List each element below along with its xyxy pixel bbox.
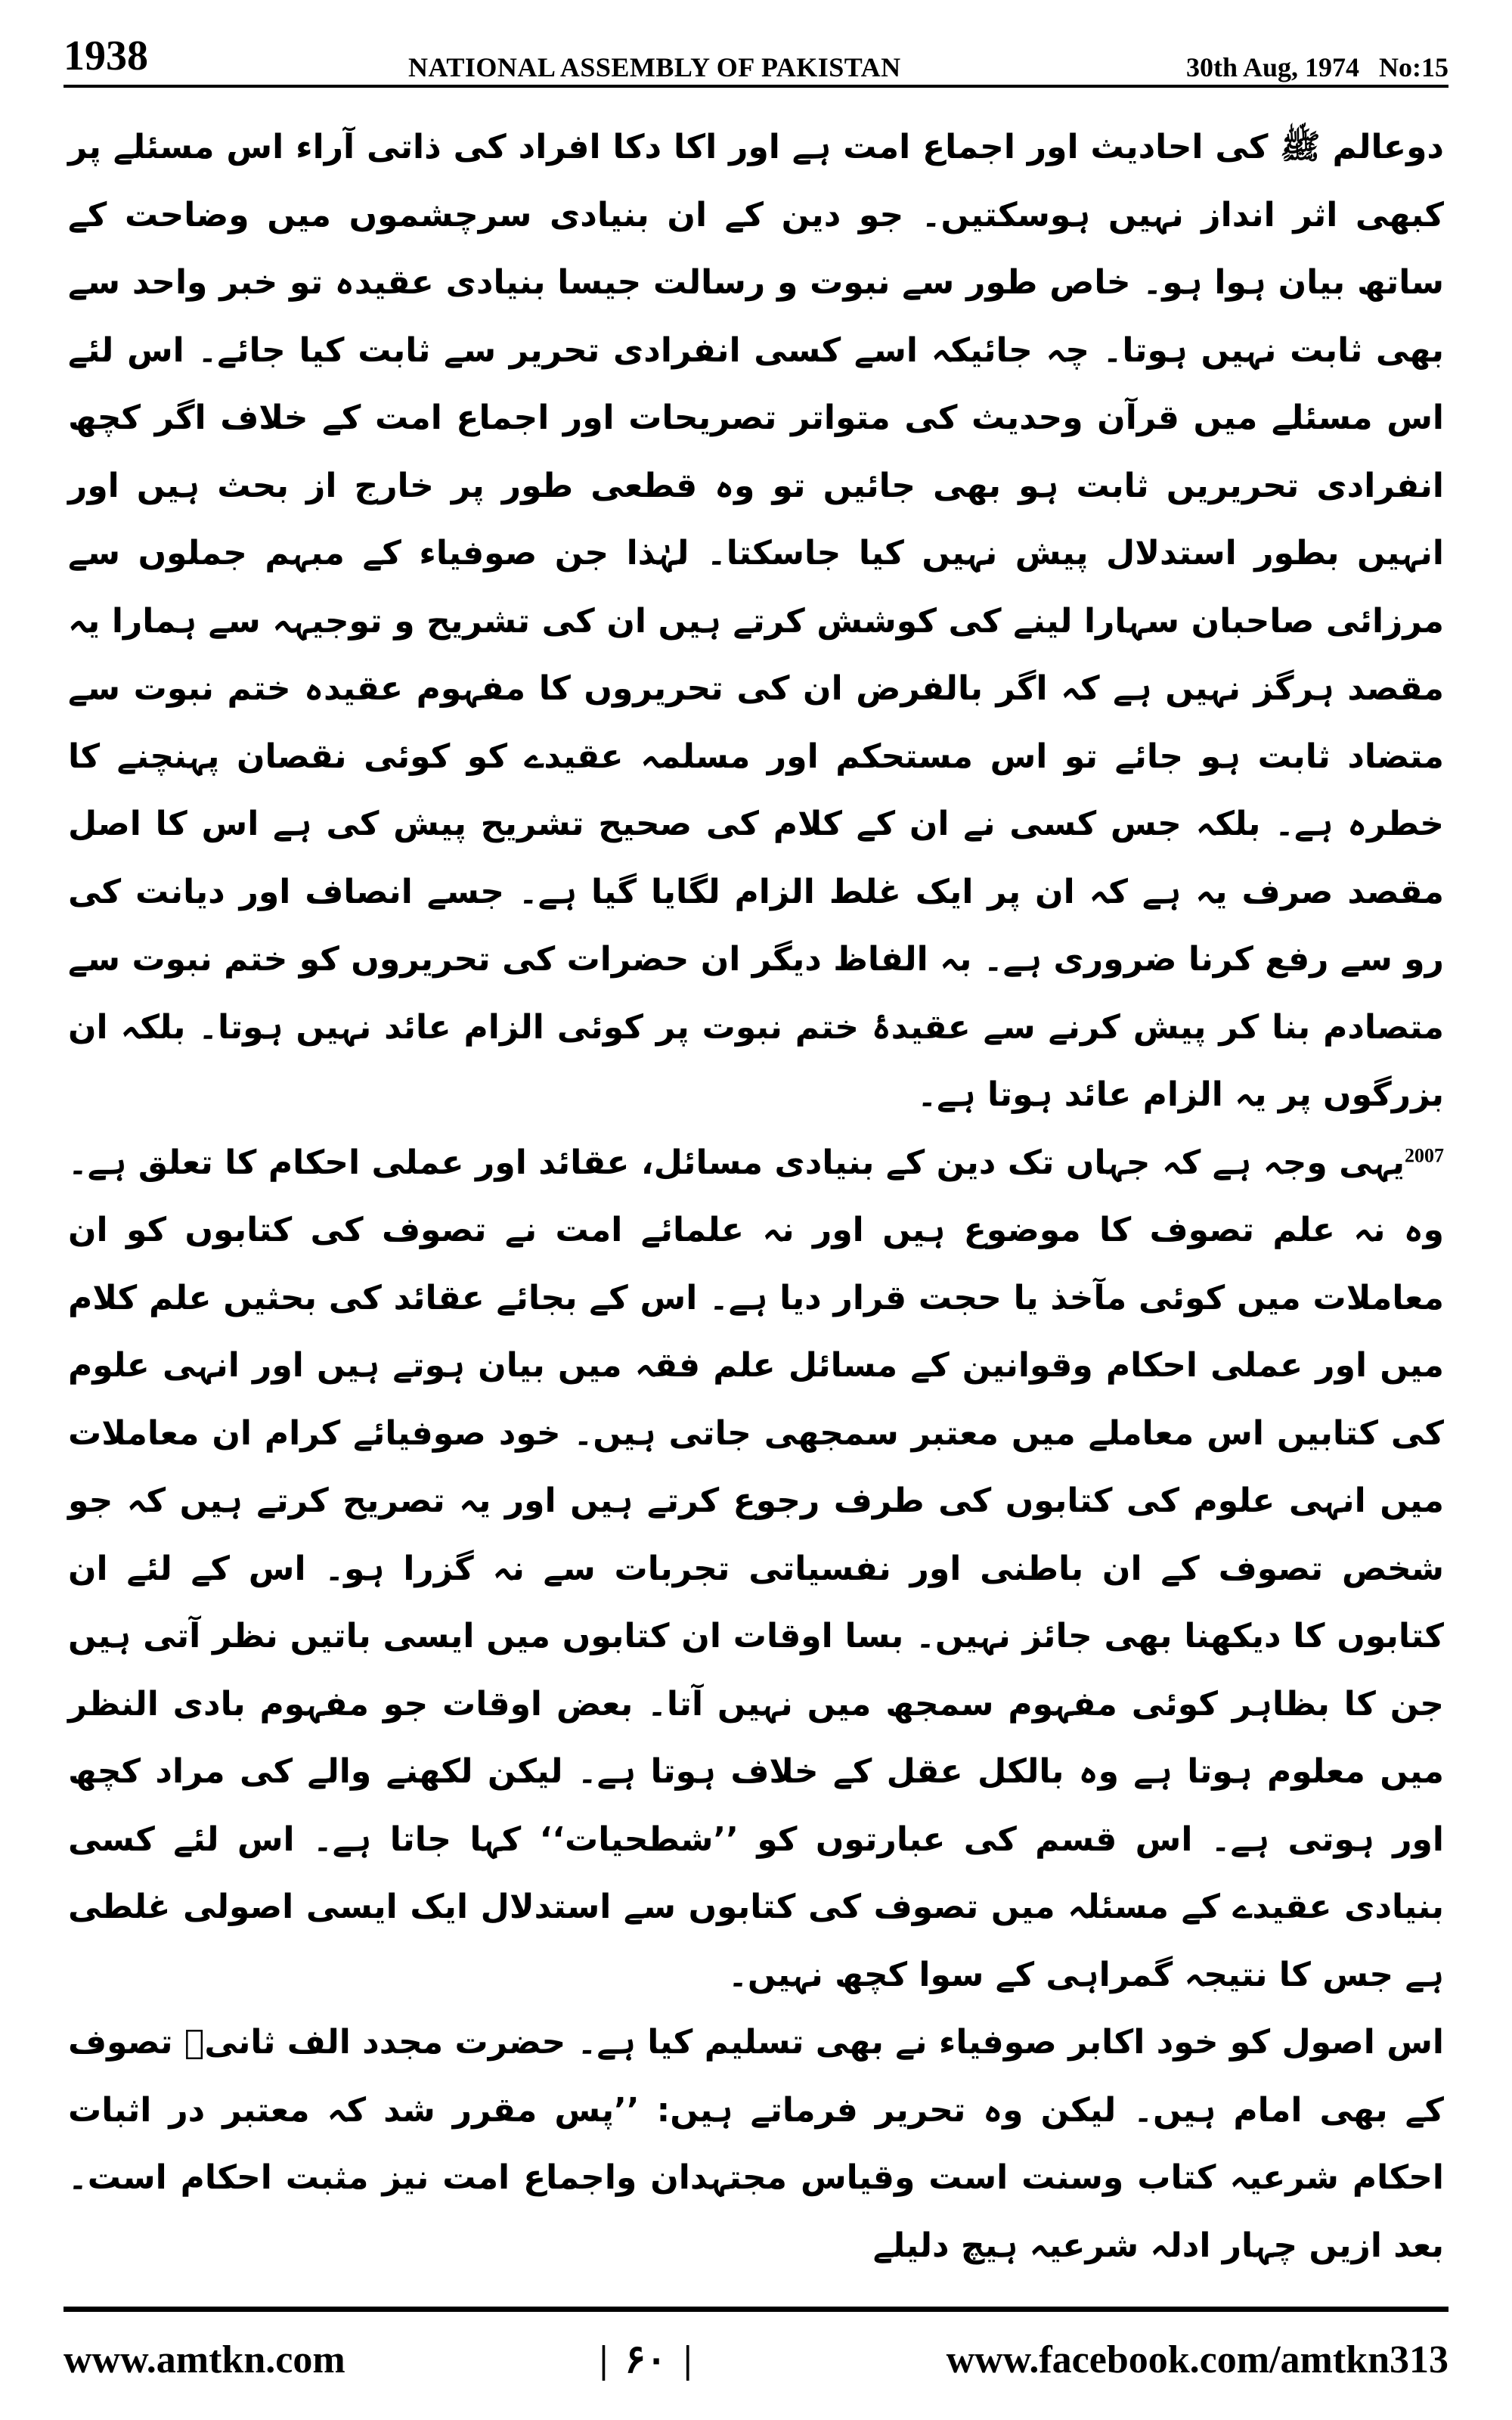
footnote-reference: 2007 [1405,1143,1444,1166]
publication-title: NATIONAL ASSEMBLY OF PAKISTAN [408,52,901,82]
paragraph-2 [68,1129,1444,2009]
document-body [68,113,1444,2279]
issue-number: No:15 [1379,52,1448,82]
page-header [64,30,1448,83]
paragraph-3: اس اصول کو خود اکابر صوفیاء نے بھی تسلیم کیا ہے۔ حضرت مجدد الف ثانیؒ تصوف کے بھی امام ہیں۔ لیکن وہ تحریر فرماتے ہیں: ’’پس مقرر شد کہ معتبر در اثبات احکام شرعیہ کتاب وسنت است وقیاس مجتہدان واجماع امت نیز مثبت احکام است۔ بعد ازیں چہار ادلہ شرعیہ ہیچ دلیلے [68,2023,1445,2265]
page-number: 1938 [64,33,148,79]
session-date: 30th Aug, 1974 [1185,52,1359,82]
paragraph-2-text: یہی وجہ ہے کہ جہاں تک دین کے بنیادی مسائل، عقائد اور عملی احکام کا تعلق ہے۔ وہ نہ علم تصوف کا موضوع ہیں اور نہ علمائے امت نے تصوف کی کتابوں کو ان معاملات میں کوئی مآخذ یا حجت قرار دیا ہے۔ اس کے بجائے عقائد کی بحثیں علم کلام میں اور عملی احکام وقوانین کے مسائل علم فقہ میں بیان ہوتے ہیں اور انہی علوم کی کتابیں اس معاملے میں معتبر سمجھی جاتی ہیں۔ خود صوفیائے کرام ان معاملات میں انہی علوم کی کتابوں کی طرف رجوع کرتے ہیں اور یہ تصریح کرتے ہیں کہ جو شخص تصوف کے ان باطنی اور نفسیاتی تجربات سے نہ گزرا ہو۔ اس کے لئے ان کتابوں کا دیکھنا بھی جائز نہیں۔ بسا اوقات ان کتابوں میں ایسی باتیں نظر آتی ہیں جن کا بظاہر کوئی مفہوم سمجھ میں نہیں آتا۔ بعض اوقات جو مفہوم بادی النظر میں معلوم ہوتا ہے وہ بالکل عقل کے خلاف ہوتا ہے۔ لیکن لکھنے والے کی مراد کچھ اور ہوتی ہے۔ اس قسم کی عبارتوں کو ’’شطحیات‘‘ کہا جاتا ہے۔ اس لئے کسی بنیادی عقیدے کے مسئلہ میں تصوف کی کتابوں سے استدلال ایک ایسی اصولی غلطی ہے جس کا نتیجہ گمراہی کے سوا کچھ نہیں۔ [68,1143,1444,1994]
paragraph-1: دوعالم ﷺ کی احادیث اور اجماع امت ہے اور اکا دکا افراد کی ذاتی آراء اس مسئلے پر کبھی اثر انداز نہیں ہوسکتیں۔ جو دین کے ان بنیادی سرچشموں میں وضاحت کے ساتھ بیان ہوا ہو۔ خاص طور سے نبوت و رسالت جیسا بنیادی عقیدہ تو خبر واحد سے بھی ثابت نہیں ہوتا۔ چہ جائیکہ اسے کسی انفرادی تحریر سے ثابت کیا جائے۔ اس لئے اس مسئلے میں قرآن وحدیث کی متواتر تصریحات اور اجماع امت کے خلاف اگر کچھ انفرادی تحریریں ثابت ہو بھی جائیں تو وہ قطعی طور پر خارج از بحث ہیں اور انہیں بطور استدلال پیش نہیں کیا جاسکتا۔ لہٰذا جن صوفیاء کے مبہم جملوں سے مرزائی صاحبان سہارا لینے کی کوشش کرتے ہیں ان کی تشریح و توجیہہ سے ہمارا یہ مقصد ہرگز نہیں ہے کہ اگر بالفرض ان کی تحریروں کا مفہوم عقیدہ ختم نبوت سے متضاد ثابت ہو جائے تو اس مستحکم اور مسلمہ عقیدے کو کوئی نقصان پہنچنے کا خطرہ ہے۔ بلکہ جس کسی نے ان کے کلام کی صحیح تشریح پیش کی ہے اس کا اصل مقصد صرف یہ ہے کہ ان پر ایک غلط الزام لگایا گیا ہے۔ جسے انصاف اور دیانت کی رو سے رفع کرنا ضروری ہے۔ بہ الفاظ دیگر ان حضرات کی تحریروں کو ختم نبوت سے متصادم بنا کر پیش کرنے سے عقیدۂ ختم نبوت پر کوئی الزام عائد نہیں ہوتا۔ بلکہ ان بزرگوں پر یہ الزام عائد ہوتا ہے۔ [68,128,1445,1114]
urdu-page-number: ۶۰ [624,2338,668,2381]
header-date-block [1186,51,1448,83]
page-footer [64,2329,1448,2390]
footer-rule [64,2307,1448,2312]
footer-page-label: | ۶۰ | [599,2338,692,2381]
website-link[interactable]: www.amtkn.com [64,2338,345,2381]
header-rule [64,85,1448,88]
facebook-link[interactable]: www.facebook.com/amtkn313 [946,2338,1448,2381]
